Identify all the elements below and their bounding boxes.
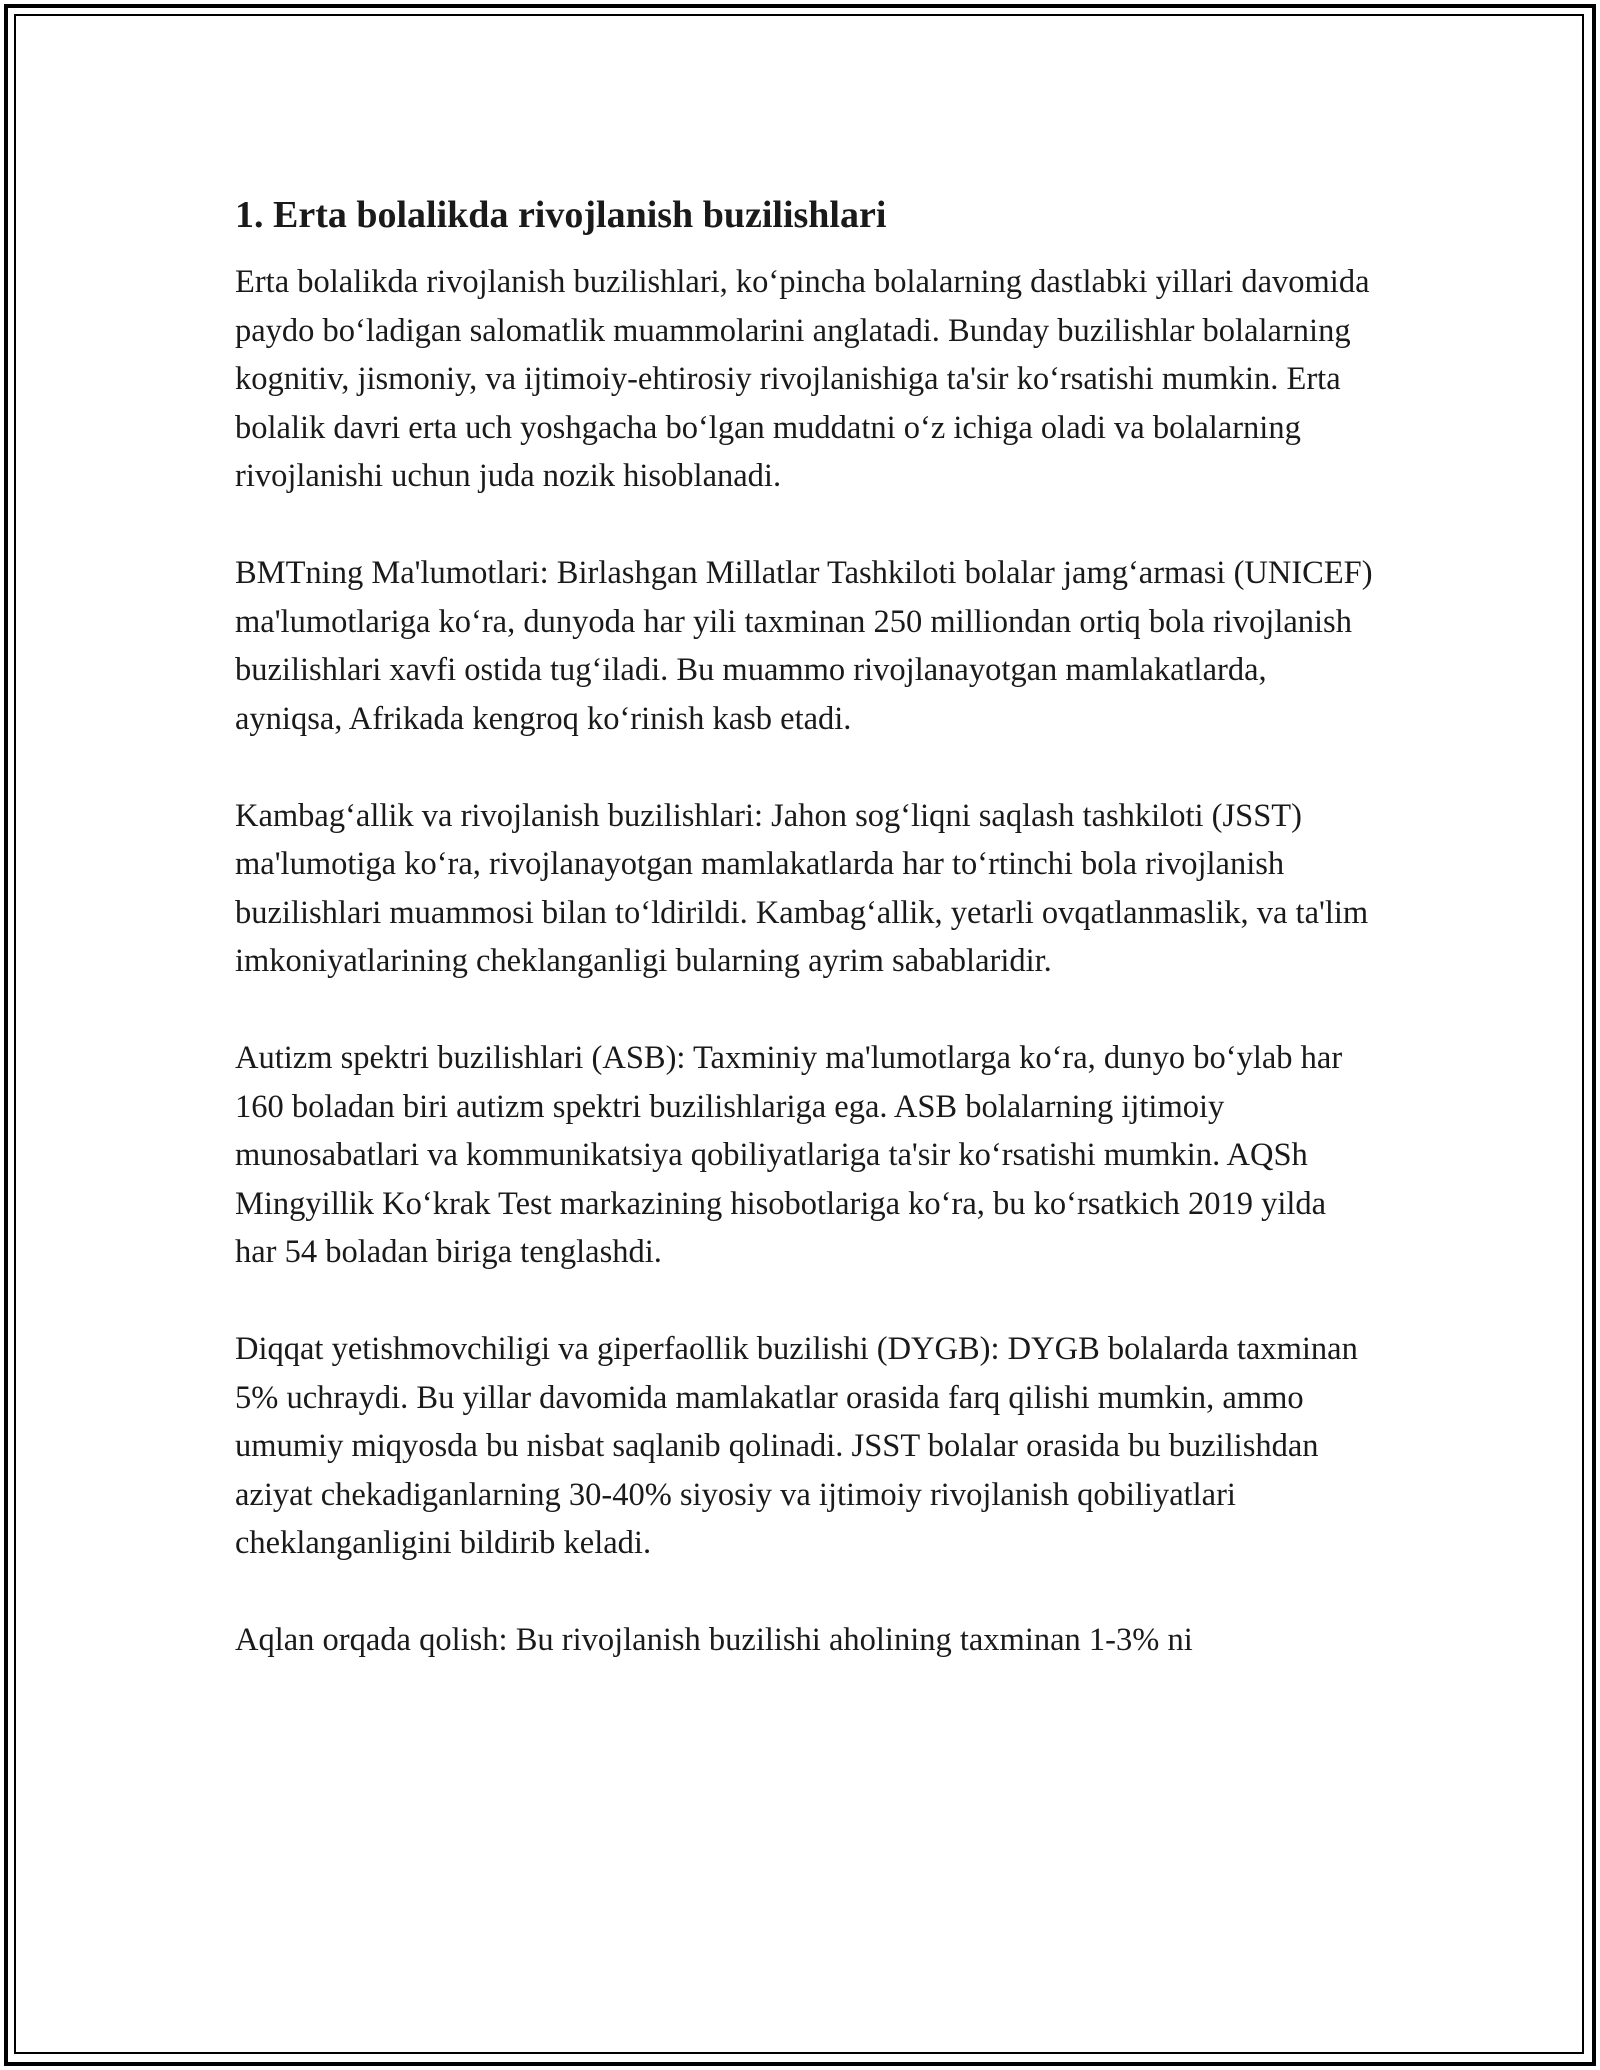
paragraph-autism: Autizm spektri buzilishlari (ASB): Taxminiy ma'lumotlarga ko‘ra, dunyo bo‘ylab har 160 boladan biri autizm spektri buzilishlariga ega. ASB bolalarning ijtimoiy munosabatlari va kommunikatsiya qobiliyatlariga ta'sir ko‘rsatishi mumkin. AQSh Mingyillik Ko‘krak Test markazining hisobotlariga ko‘ra, bu ko‘rsatkich 2019 yilda har 54 boladan biriga tenglashdi. (235, 1040, 1343, 1270)
paragraph-adhd: Diqqat yetishmovchiligi va giperfaollik buzilishi (DYGB): DYGB bolalarda taxminan 5% uchraydi. Bu yillar davomida mamlakatlar orasida farq qilishi mumkin, ammo umumiy miqyosda bu nisbat saqlanib qolinadi. JSST bolalar orasida bu buzilishdan aziyat chekadiganlarning 30-40% siyosiy va ijtimoiy rivojlanish qobiliyatlari cheklanganligini bildirib keladi. (235, 1331, 1358, 1561)
document-body (235, 190, 1375, 1713)
paragraph-intellectual-disability: Aqlan orqada qolish: Bu rivojlanish buzilishi aholining taxminan 1-3% ni (235, 1622, 1193, 1658)
paragraph-intro: Erta bolalikda rivojlanish buzilishlari, ko‘pincha bolalarning dastlabki yillari davomida paydo bo‘ladigan salomatlik muammolarini anglatadi. Bunday buzilishlar bolalarning kognitiv, jismoniy, va ijtimoiy-ehtirosiy rivojlanishiga ta'sir ko‘rsatishi mumkin. Erta bolalik davri erta uch yoshgacha bo‘lgan muddatni o‘z ichiga oladi va bolalarning rivojlanishi uchun juda nozik hisoblanadi. (235, 264, 1370, 494)
paragraph-poverty: Kambag‘allik va rivojlanish buzilishlari: Jahon sog‘liqni saqlash tashkiloti (JSST) ma'lumotiga ko‘ra, rivojlanayotgan mamlakatlarda har to‘rtinchi bola rivojlanish buzilishlari muammosi bilan to‘ldirildi. Kambag‘allik, yetarli ovqatlanmaslik, va ta'lim imkoniyatlarining cheklanganligi bularning ayrim sabablaridir. (235, 797, 1369, 979)
section-heading: 1. Erta bolalikda rivojlanish buzilishlari (235, 194, 887, 236)
paragraph-unicef: BMTning Ma'lumotlari: Birlashgan Millatlar Tashkiloti bolalar jamg‘armasi (UNICEF) ma'lumotlariga ko‘ra, dunyoda har yili taxminan 250 milliondan ortiq bola rivojlanish buzilishlari xavfi ostida tug‘iladi. Bu muammo rivojlanayotgan mamlakatlarda, ayniqsa, Afrikada kengroq ko‘rinish kasb etadi. (235, 555, 1373, 737)
